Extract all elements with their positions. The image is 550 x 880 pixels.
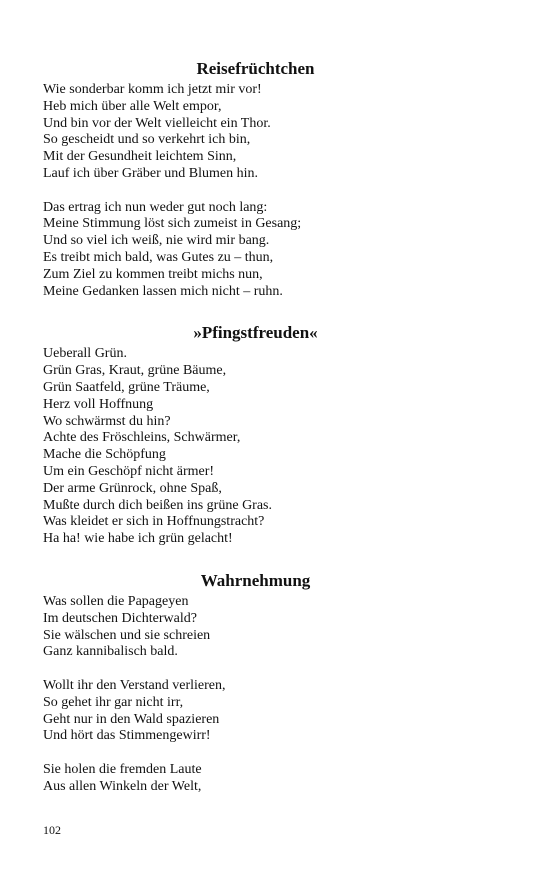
verse-line: Mußte durch dich beißen ins grüne Gras. (43, 497, 272, 513)
verse-line: Ganz kannibalisch bald. (43, 644, 178, 660)
verse-line: Wollt ihr den Verstand verlieren, (43, 677, 226, 693)
poem-gap (43, 548, 468, 568)
verse-line: Es treibt mich bald, was Gutes zu – thun, (43, 249, 274, 265)
stanza (43, 594, 468, 661)
poem-title: »Pfingstfreuden« (193, 323, 318, 343)
verse-line: Wie sonderbar komm ich jetzt mir vor! (43, 82, 262, 97)
stanza (43, 346, 468, 548)
poem (43, 320, 468, 548)
verse-line: Wo schwärmst du hin? (43, 413, 171, 429)
verse-line: Grün Gras, Kraut, grüne Bäume, (43, 363, 227, 379)
stanza-gap (43, 745, 468, 762)
verse-line: Was kleidet er sich in Hoffnungstracht? (43, 514, 265, 530)
verse-line: Und hört das Stimmengewirr! (43, 728, 211, 744)
poem-title: Reisefrüchtchen (196, 59, 315, 78)
poem-gap (43, 300, 468, 320)
verse-line: Was sollen die Papageyen (43, 593, 189, 609)
stanza (43, 678, 468, 745)
stanza (43, 762, 468, 796)
poem (43, 56, 468, 300)
verse-line: Geht nur in den Wald spazieren (43, 711, 220, 727)
verse-line: Heb mich über alle Welt empor, (43, 98, 222, 114)
verse-line: Der arme Grünrock, ohne Spaß, (43, 480, 222, 496)
verse-line: Ha ha! wie habe ich grün gelacht! (43, 531, 233, 547)
verse-line: Lauf ich über Gräber und Blumen hin. (43, 165, 258, 181)
verse-line: Mache die Schöpfung (43, 447, 166, 463)
stanza (43, 82, 468, 183)
stanza-gap (43, 183, 468, 200)
verse-line: So gescheidt und so verkehrt ich bin, (43, 132, 251, 148)
verse-line: Achte des Fröschleins, Schwärmer, (43, 430, 241, 446)
verse-line: Und so viel ich weiß, nie wird mir bang. (43, 233, 270, 249)
verse-line: Ueberall Grün. (43, 346, 127, 362)
verse-line: Sie holen die fremden Laute (43, 761, 202, 777)
verse-line: Grün Saatfeld, grüne Träume, (43, 379, 210, 395)
verse-line: Im deutschen Dichterwald? (43, 610, 197, 626)
verse-line: Meine Stimmung löst sich zumeist in Gesang; (43, 216, 302, 232)
poem-title: Wahrnehmung (200, 570, 311, 590)
verse-line: Um ein Geschöpf nicht ärmer! (43, 463, 215, 479)
verse-line: Herz voll Hoffnung (43, 396, 154, 412)
stanza-gap (43, 661, 468, 678)
verse-line: Mit der Gesundheit leichtem Sinn, (43, 149, 237, 165)
poem (43, 568, 468, 796)
verse-line: Das ertrag ich nun weder gut noch lang: (43, 199, 268, 215)
page-content (43, 56, 468, 795)
page-number: 102 (43, 823, 61, 837)
stanza (43, 200, 468, 301)
verse-line: Zum Ziel zu kommen treibt michs nun, (43, 266, 263, 282)
verse-line: Sie wälschen und sie schreien (43, 627, 211, 643)
verse-line: Aus allen Winkeln der Welt, (43, 778, 202, 794)
verse-line: So gehet ihr gar nicht irr, (43, 694, 184, 710)
verse-line: Meine Gedanken lassen mich nicht – ruhn. (43, 283, 283, 299)
verse-line: Und bin vor der Welt vielleicht ein Thor. (43, 115, 271, 131)
